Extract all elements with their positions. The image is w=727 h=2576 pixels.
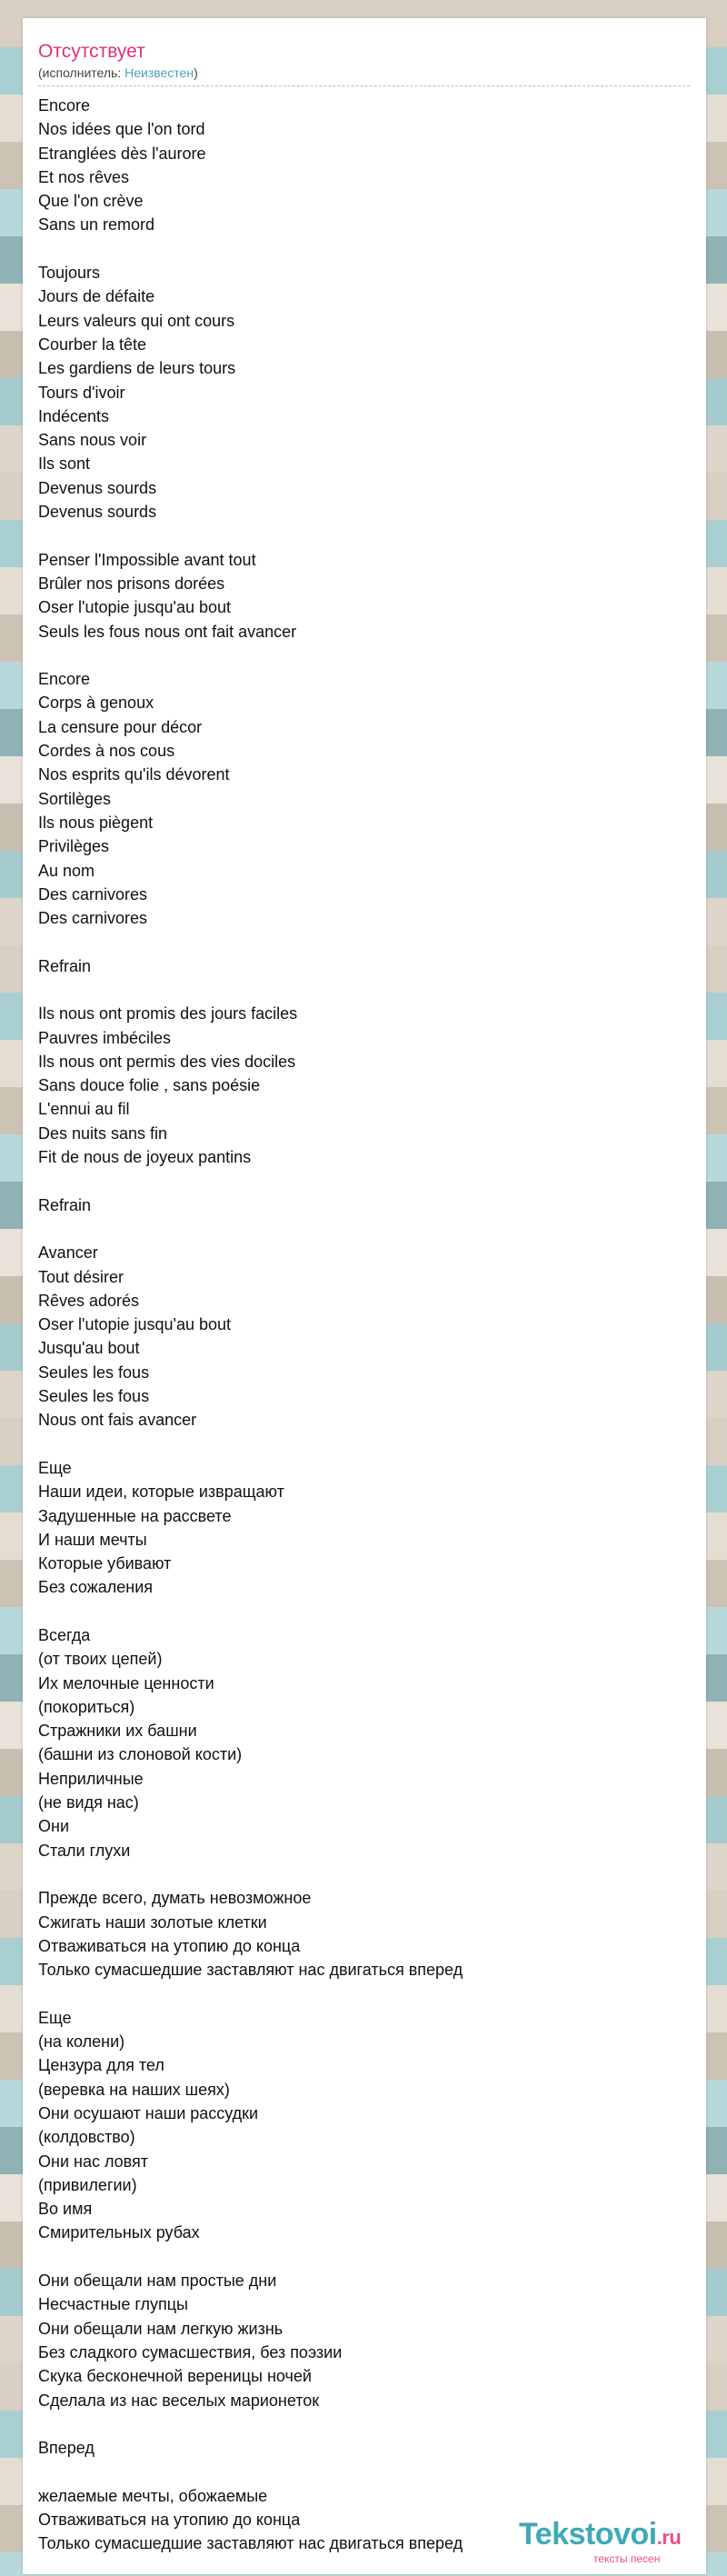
- artist-prefix: (исполнитель:: [38, 65, 125, 80]
- logo-wordmark: [519, 2516, 681, 2556]
- logo-domain-suffix: .ru: [656, 2526, 682, 2549]
- lyrics-text: Encore Nos idées que l'on tord Etranglées dès l'aurore Et nos rêves Que l'on crève Sans un remord Toujours Jours de défaite Leurs valeurs qui ont cours Courber la tête Les gardiens de leurs tours Tours d'ivoir Indécents Sans nous voir Ils sont Devenus sourds Devenus sourds Penser l'Impossible avant tout Brûler nos prisons dorées Oser l'utopie jusqu'au bout Seuls les fous nous ont fait avancer Encore Corps à genoux La censure pour décor Cordes à nos cous Nos esprits qu'ils dévorent Sortilèges Ils nous piègent Privilèges Au nom Des carnivores Des carnivores Refrain Ils nous ont promis des jours faciles Pauvres imbéciles Ils nous ont permis des vies dociles Sans douce folie , sans poésie L'ennui au fil Des nuits sans fin Fit de nous de joyeux pantins Refrain Avancer Tout désirer Rêves adorés Oser l'utopie jusqu'au bout Jusqu'au bout Seules les fous Seules les fous Nous ont fais avancer Еще Наши идеи, которые извращают Задушенные на рассвете И наши мечты Которые убивают Без сожаления Всегда (от твоих цепей) Их мелочные ценности (покориться) Стражники их башни (башни из слоновой кости) Неприличные (не видя нас) Они Стали глухи Прежде всего, думать невозможное Сжигать наши золотые клетки Отваживаться на утопию до конца Только сумасшедшие заставляют нас двигаться вперед Еще (на колени) Цензура для тел (веревка на наших шеях) Они осушают наши рассудки (колдовство) Они нас ловят (привилегии) Во имя Смирительных рубах Они обещали нам простые дни Несчастные глупцы Они обещали нам легкую жизнь Без сладкого сумасшествия, без поэзии Скука бесконечной вереницы ночей Сделала из нас веселых марионеток Вперед желаемые мечты, обожаемые Отваживаться на утопию до конца Только сумасшедшие заставляют нас двигаться вперед: [38, 96, 463, 2553]
- song-title: Отсутствует: [38, 41, 145, 62]
- artist-suffix: ): [194, 65, 198, 80]
- title-divider: [38, 85, 690, 86]
- lyrics-card: [23, 18, 706, 2574]
- artist-link[interactable]: Неизвестен: [124, 65, 194, 80]
- logo-tagline: тексты песен: [593, 2552, 661, 2565]
- site-logo[interactable]: [519, 2516, 701, 2571]
- artist-line: [38, 65, 198, 81]
- logo-main-text: Tekstovoi: [519, 2517, 657, 2551]
